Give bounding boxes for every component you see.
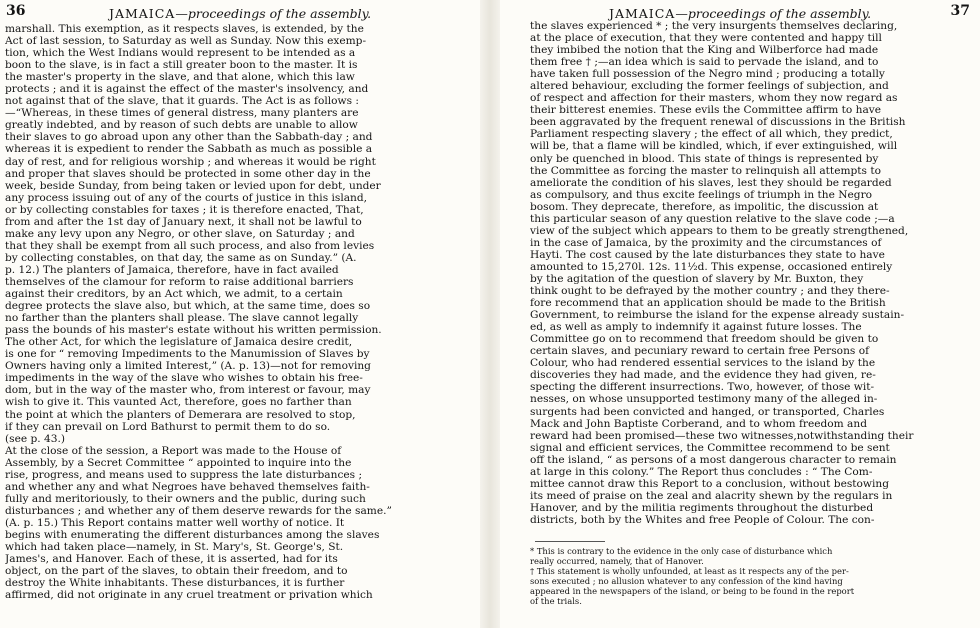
text-line: Parliament respecting slavery ; the effect of all which, they predict, xyxy=(530,128,893,141)
text-line: if they can prevail on Lord Bathurst to permit them to do so. xyxy=(5,420,331,433)
page-number: 37 xyxy=(950,3,970,19)
text-line: destroy the White inhabitants. These disturbances, it is further xyxy=(5,577,345,590)
text-line: —“Whereas, in these times of general distress, many planters are xyxy=(5,107,359,120)
text-line: Government, to reimburse the island for the expense already sustain- xyxy=(530,309,905,322)
running-head xyxy=(0,6,480,21)
text-line: fore recommend that an application should be made to the British xyxy=(530,297,886,310)
text-line: by the agitation of the question of slavery by Mr. Buxton, they xyxy=(530,272,864,285)
right-page-body xyxy=(530,20,975,526)
text-line: or by collecting constables for taxes ; it is therefore enacted, That, xyxy=(5,203,364,216)
text-line: against their creditors, by an Act which, we admit, to a certain xyxy=(5,288,343,301)
text-line: been aggravated by the frequent renewal of discussions in the British xyxy=(530,116,906,129)
text-line: only be quenched in blood. This state of things is represented by xyxy=(530,152,879,165)
text-line: mittee cannot draw this Report to a conclusion, without bestowing xyxy=(530,477,889,490)
text-line: any process issuing out of any of the courts of justice in this island, xyxy=(5,191,368,204)
running-head-place: JAMAICA xyxy=(608,6,676,21)
text-line: and whether any and what Negroes have behaved themselves faith- xyxy=(5,480,370,493)
text-line: not against that of the slave, that it guards. The Act is as follows : xyxy=(5,95,359,108)
text-line: Colour, who had rendered essential services to the island by the xyxy=(530,357,876,370)
text-line: boon to the slave, is in fact a still greater boon to the master. It is xyxy=(5,59,358,72)
text-line: their bitterest enemies. These evils the Committee affirm to have xyxy=(530,104,882,117)
text-line: their slaves to go abroad upon any other than the Sabbath-day ; and xyxy=(5,131,373,144)
text-line: tion, which the West Indians would represent to be intended as a xyxy=(5,47,356,60)
text-line: have taken full possession of the Negro mind ; producing a totally xyxy=(530,68,885,81)
text-line: in the case of Jamaica, by the proximity and the circumstances of xyxy=(530,236,882,249)
text-line: surgents had been convicted and hanged, or transported, Charles xyxy=(530,405,885,418)
text-line: the point at which the planters of Demerara are resolved to stop, xyxy=(5,408,356,421)
text-line: no farther than the planters shall please. The slave cannot legally xyxy=(5,312,359,325)
text-line: pass the bounds of his master's estate without his written permission. xyxy=(5,324,382,337)
text-line: make any levy upon any Negro, or other slave, on Saturday ; and xyxy=(5,227,355,240)
book-gutter xyxy=(480,0,500,628)
text-line: off the island, “ as persons of a most dangerous character to remain xyxy=(530,453,897,466)
text-line: Assembly, by a Secret Committee “ appointed to inquire into the xyxy=(5,456,352,469)
text-line: which had taken place—namely, in St. Mary's, St. George's, St. xyxy=(5,541,344,554)
text-line: ameliorate the condition of his slaves, lest they should be regarded xyxy=(530,176,892,189)
text-line: certain slaves, and pecuniary reward to certain free Persons of xyxy=(530,345,869,358)
text-line: specting the different insurrections. Two, however, of those wit- xyxy=(530,381,875,394)
text-line: altered behaviour, excluding the former feelings of subjection, and xyxy=(530,80,889,93)
text-line: protects ; and it is against the effect of the master's insolvency, and xyxy=(5,83,369,96)
text-line: impediments in the way of the slave who wishes to obtain his free- xyxy=(5,372,363,385)
text-line: James's, and Hanover. Each of these, it is asserted, had for its xyxy=(5,553,338,566)
text-line: them free † ;—an idea which is said to pervade the island, and to xyxy=(530,56,879,69)
running-head-place: JAMAICA xyxy=(108,6,176,21)
running-head-subject: —proceedings of the assembly. xyxy=(175,6,372,21)
footnote-line: † This statement is wholly unfounded, at least as it respects any of the per- xyxy=(530,566,849,576)
text-line: nesses, on whose unsupported testimony many of the alleged in- xyxy=(530,393,878,406)
text-line: affirmed, did not originate in any cruel treatment or privation which xyxy=(5,589,373,602)
text-line: of respect and affection for their masters, whom they now regard as xyxy=(530,92,898,105)
text-line: Committee go on to recommend that freedom should be given to xyxy=(530,333,879,346)
text-line: dom, but in the way of the master who, from interest or favour, may xyxy=(5,384,371,397)
text-line: rise, progress, and means used to suppress the late disturbances ; xyxy=(5,468,363,481)
text-line: will be, that a flame will be kindled, which, if ever extinguished, will xyxy=(530,140,898,153)
text-line: the Committee as forcing the master to relinquish all attempts to xyxy=(530,164,881,177)
text-line: Hayti. The cost caused by the late disturbances they state to have xyxy=(530,248,885,261)
text-line: begins with enumerating the different disturbances among the slaves xyxy=(5,528,380,541)
text-line: is one for “ removing Impediments to the Manumission of Slaves by xyxy=(5,348,370,361)
text-line: Owners having only a limited Interest,” (A. p. 13)—not for removing xyxy=(5,360,371,373)
text-line: Mack and John Baptiste Corberand, and to whom freedom and xyxy=(530,417,867,430)
text-line: discoveries they had made, and the evidence they had given, re- xyxy=(530,369,876,382)
text-line: signal and efficient services, the Committee recommend to be sent xyxy=(530,441,890,454)
text-line: degree protects the slave also, but which, at the same time, does so xyxy=(5,300,371,313)
text-line: the master's property in the slave, and that alone, which this law xyxy=(5,71,355,84)
text-line: amounted to 15,270l. 12s. 11½d. This expense, occasioned entirely xyxy=(530,260,893,273)
text-line: they imbibed the notion that the King and Wilberforce had made xyxy=(530,44,879,57)
footnotes xyxy=(530,546,975,606)
text-line: and proper that slaves should be protected in some other day in the xyxy=(5,167,371,180)
text-line: Hanover, and by the militia regiments throughout the disturbed xyxy=(530,501,874,514)
text-line: themselves of the clamour for reform to raise additional barriers xyxy=(5,275,354,288)
footnote-line: sons executed ; no allusion whatever to any confession of the kind having xyxy=(530,576,843,586)
text-line: the slaves experienced * ; the very insurgents themselves declaring, xyxy=(530,20,898,32)
left-page-body xyxy=(5,23,475,601)
footnote-line: of the trials. xyxy=(530,596,582,606)
text-line: think ought to be defrayed by the mother country ; and they there- xyxy=(530,285,890,298)
page-number: 36 xyxy=(6,3,26,19)
footnote-line: appeared in the newspapers of the island, or being to be found in the report xyxy=(530,586,855,596)
left-page xyxy=(0,0,480,628)
running-head xyxy=(500,6,980,21)
text-line: at the place of execution, that they were contented and happy till xyxy=(530,32,882,45)
footnote-rule xyxy=(535,541,605,542)
text-line: marshall. This exemption, as it respects slaves, is extended, by the xyxy=(5,23,364,35)
text-line: (see p. 43.) xyxy=(5,432,65,445)
text-line: as compulsory, and thus excite feelings of triumph in the Negro xyxy=(530,188,873,201)
text-line: whereas it is expedient to render the Sabbath as much as possible a xyxy=(5,143,373,156)
text-line: fully and meritoriously, to their owners and the public, during such xyxy=(5,492,366,505)
text-line: week, beside Sunday, from being taken or levied upon for debt, under xyxy=(5,179,381,192)
right-page xyxy=(500,0,980,628)
text-line: day of rest, and for religious worship ; and whereas it would be right xyxy=(5,155,376,168)
text-line: districts, both by the Whites and free People of Colour. The con- xyxy=(530,513,875,526)
text-line: from and after the 1st day of January next, it shall not be lawful to xyxy=(5,215,362,228)
text-line: bosom. They deprecate, therefore, as impolitic, the discussion at xyxy=(530,200,879,213)
text-line: p. 12.) The planters of Jamaica, therefore, have in fact availed xyxy=(5,263,339,276)
text-line: that they shall be exempt from all such process, and also from levies xyxy=(5,239,375,252)
text-line: disturbances ; and whether any of them deserve rewards for the same.” xyxy=(5,504,392,517)
text-line: reward had been promised—these two witnesses,notwithstanding their xyxy=(530,429,914,442)
text-line: wish to give it. This vaunted Act, therefore, goes no farther than xyxy=(5,396,352,409)
text-line: view of the subject which appears to them to be greatly strengthened, xyxy=(530,224,909,237)
text-line: The other Act, for which the legislature of Jamaica desire credit, xyxy=(5,336,353,349)
text-line: (A. p. 15.) This Report contains matter well worthy of notice. It xyxy=(5,516,345,529)
text-line: its meed of praise on the zeal and alacrity shewn by the regulars in xyxy=(530,489,893,502)
text-line: Act of last session, to Saturday as well as Sunday. Now this exemp- xyxy=(5,35,367,48)
text-line: at large in this colony.” The Report thus concludes : “ The Com- xyxy=(530,465,873,478)
text-line: greatly indebted, and by reason of such debts are unable to allow xyxy=(5,119,358,132)
footnote-line: really occurred, namely, that of Hanover. xyxy=(530,556,704,566)
footnote-line: * This is contrary to the evidence in the only case of disturbance which xyxy=(530,546,833,556)
text-line: object, on the part of the slaves, to obtain their freedom, and to xyxy=(5,565,348,578)
text-line: this particular season of any question relative to the slave code ;—a xyxy=(530,212,895,225)
text-line: ed, as well as amply to indemnify it against future losses. The xyxy=(530,321,862,334)
text-line: by collecting constables, on that day, the same as on Sunday.” (A. xyxy=(5,251,357,264)
running-head-subject: —proceedings of the assembly. xyxy=(675,6,872,21)
text-line: At the close of the session, a Report was made to the House of xyxy=(5,444,342,457)
